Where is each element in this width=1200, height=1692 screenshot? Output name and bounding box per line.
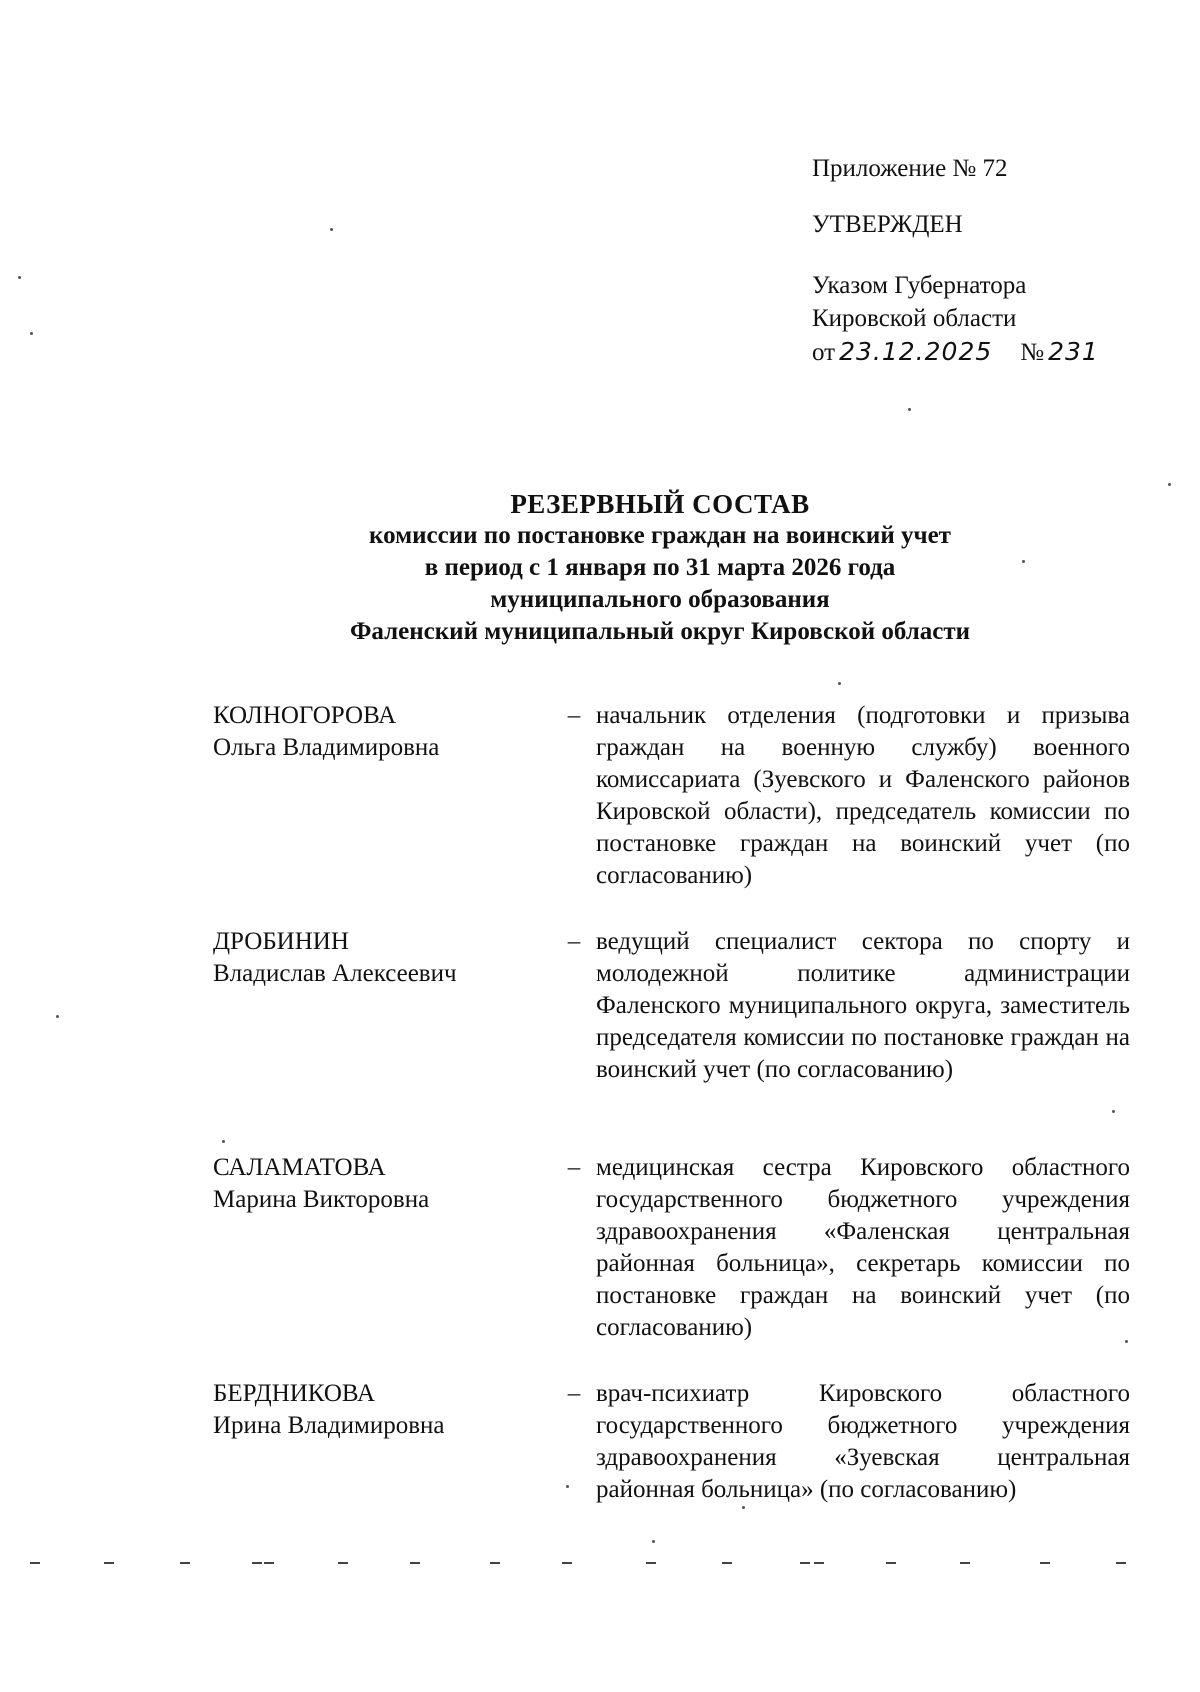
scan-edge-mark	[180, 1562, 190, 1564]
scan-speck	[330, 228, 333, 231]
member-given-names: Марина Викторовна	[213, 1186, 430, 1213]
scan-speck	[18, 276, 21, 279]
scan-speck	[222, 1140, 225, 1143]
member-surname: КОЛНОГОРОВА	[213, 702, 397, 729]
member-name	[213, 1378, 553, 1442]
scan-speck	[908, 408, 911, 411]
scan-speck	[742, 1506, 745, 1509]
member-given-names: Ольга Владимировна	[213, 734, 440, 761]
scan-speck	[566, 1485, 569, 1488]
member-name	[213, 1152, 553, 1216]
scan-edge-mark	[562, 1562, 572, 1564]
date-prefix: от	[812, 339, 836, 366]
title-subline-1: комиссии по постановке граждан на воинский учет	[369, 522, 951, 549]
title-subline-2: в период с 1 января по 31 марта 2026 года	[424, 554, 896, 581]
decree-line-1: Указом Губернатора	[812, 272, 1027, 299]
scan-edge-mark	[410, 1562, 420, 1564]
scan-edge-mark	[104, 1562, 114, 1564]
scan-edge-mark	[30, 1562, 40, 1564]
scan-speck	[1112, 1110, 1115, 1113]
scan-edge-mark	[886, 1562, 896, 1564]
handwritten-date: 23.12.2025	[839, 337, 993, 366]
member-dash: –	[567, 928, 581, 955]
member-dash: –	[567, 1154, 581, 1181]
document-title-block	[260, 488, 1060, 648]
scan-edge-mark	[1116, 1562, 1126, 1564]
member-surname: БЕРДНИКОВА	[213, 1380, 376, 1407]
number-prefix: №	[1020, 339, 1045, 366]
scan-speck	[30, 332, 33, 335]
title-subline-4: Фаленский муниципальный округ Кировской области	[349, 618, 971, 645]
member-role: медицинская сестра Кировского областного государственного бюджетного учреждения здравоохранения «Фаленская центральная районная больница», секретарь комиссии по постановке граждан на воинский учет (по согласованию)	[596, 1154, 1130, 1341]
member-given-names: Владислав Алексеевич	[213, 960, 457, 987]
scan-edge-mark	[1040, 1562, 1050, 1564]
document-title: РЕЗЕРВНЫЙ СОСТАВ	[510, 489, 810, 519]
scan-speck	[1168, 483, 1171, 486]
decree-line-2: Кировской области	[812, 305, 1017, 332]
member-dash: –	[567, 1380, 581, 1407]
member-role: ведущий специалист сектора по спорту и молодежной политике администрации Фаленского муниципального округа, заместитель председателя комиссии по постановке граждан на воинский учет (по согласованию)	[596, 928, 1130, 1083]
scan-edge-mark	[646, 1562, 656, 1564]
approval-stamp-block	[812, 152, 1152, 369]
member-given-names: Ирина Владимировна	[213, 1412, 445, 1439]
scan-edge-mark	[252, 1562, 262, 1564]
scan-speck	[838, 682, 841, 685]
scan-speck	[1022, 560, 1025, 563]
member-role: врач-психиатр Кировского областного государственного бюджетного учреждения здравоохранения «Зуевская центральная районная больница» (по согласованию)	[596, 1380, 1130, 1503]
scan-speck	[56, 1015, 59, 1018]
member-dash: –	[567, 702, 581, 729]
scan-edge-mark	[814, 1562, 824, 1564]
approved-label: УТВЕРЖДЕН	[812, 211, 963, 238]
member-surname: ДРОБИНИН	[213, 928, 349, 955]
scan-speck	[652, 1540, 655, 1543]
scan-edge-mark	[722, 1562, 732, 1564]
handwritten-number: 231	[1048, 337, 1099, 366]
scan-edge-mark	[264, 1562, 274, 1564]
decree-date-line	[812, 335, 1152, 369]
scan-edge-mark	[960, 1562, 970, 1564]
title-subline-3: муниципального образования	[490, 586, 830, 613]
scan-speck	[1125, 1340, 1128, 1343]
member-role: начальник отделения (подготовки и призыва граждан на военную службу) военного комиссариата (Зуевского и Фаленского районов Кировской области), председатель комиссии по постановке граждан на воинский учет (по согласованию)	[596, 702, 1130, 889]
member-name	[213, 926, 553, 990]
member-surname: САЛАМАТОВА	[213, 1154, 386, 1181]
scan-edge-mark	[490, 1562, 500, 1564]
member-name	[213, 700, 553, 764]
scan-edge-mark	[338, 1562, 348, 1564]
appendix-number: Приложение № 72	[812, 155, 1008, 182]
scan-edge-mark	[800, 1562, 810, 1564]
